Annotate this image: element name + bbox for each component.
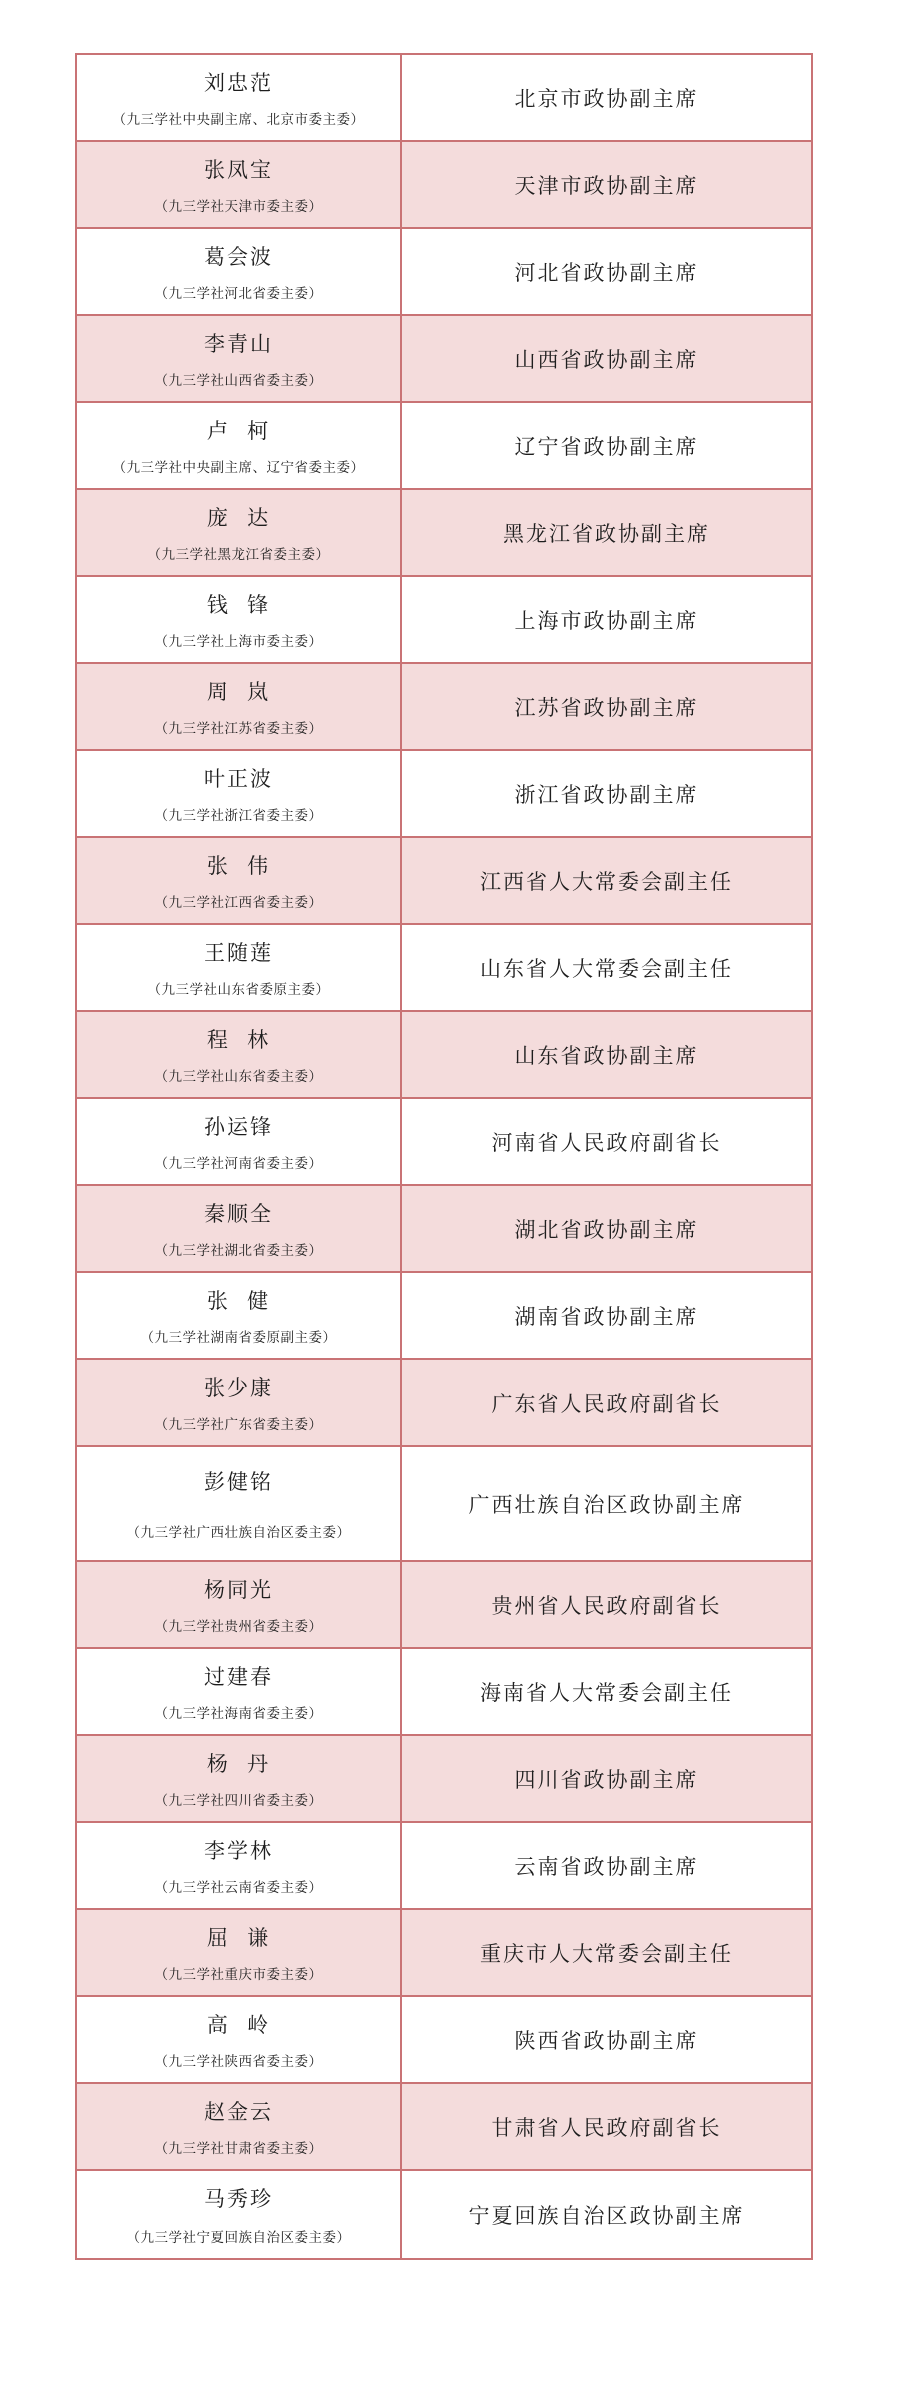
- person-cell: [77, 316, 402, 401]
- government-position: 四川省政协副主席: [514, 1767, 699, 1792]
- table-row: [77, 751, 811, 838]
- party-position: （九三学社中央副主席、北京市委主委）: [112, 112, 365, 129]
- person-cell: [77, 1562, 402, 1647]
- government-position: 广西壮族自治区政协副主席: [468, 1492, 745, 1517]
- government-position: 辽宁省政协副主席: [514, 434, 699, 459]
- person-name: 赵金云: [204, 2099, 273, 2124]
- party-position: （九三学社陕西省委主委）: [154, 2054, 323, 2071]
- party-position: （九三学社广西壮族自治区委主委）: [126, 1525, 351, 1542]
- person-cell: [77, 403, 402, 488]
- table-row: [77, 316, 811, 403]
- person-cell: [77, 1012, 402, 1097]
- party-position: （九三学社江苏省委主委）: [154, 721, 323, 738]
- government-position: 甘肃省人民政府副省长: [491, 2115, 722, 2140]
- government-position: 江苏省政协副主席: [514, 695, 699, 720]
- person-name: 杨同光: [204, 1577, 273, 1602]
- person-cell: [77, 1099, 402, 1184]
- person-name: 屈 谦: [206, 1925, 271, 1950]
- person-name: 卢 柯: [206, 418, 271, 443]
- person-cell: [77, 229, 402, 314]
- government-position: 河南省人民政府副省长: [491, 1130, 722, 1155]
- person-cell: [77, 1649, 402, 1734]
- government-position: 河北省政协副主席: [514, 260, 699, 285]
- party-position: （九三学社河北省委主委）: [154, 286, 323, 303]
- party-position: （九三学社江西省委主委）: [154, 895, 323, 912]
- government-position: 北京市政协副主席: [514, 86, 699, 111]
- table-row: [77, 1360, 811, 1447]
- government-position: 黑龙江省政协副主席: [503, 521, 710, 546]
- person-name: 张 伟: [206, 853, 271, 878]
- table-row: [77, 1447, 811, 1562]
- person-name: 高 岭: [206, 2012, 271, 2037]
- government-position: 山东省政协副主席: [514, 1043, 699, 1068]
- party-position: （九三学社天津市委主委）: [154, 199, 323, 216]
- person-cell: [77, 925, 402, 1010]
- table-row: [77, 403, 811, 490]
- party-position: （九三学社浙江省委主委）: [154, 808, 323, 825]
- person-name: 李学林: [204, 1838, 273, 1863]
- person-name: 庞 达: [206, 505, 271, 530]
- table-row: [77, 229, 811, 316]
- table-row: [77, 142, 811, 229]
- table-row: [77, 1012, 811, 1099]
- person-cell: [77, 1823, 402, 1908]
- person-name: 李青山: [204, 331, 273, 356]
- table-row: [77, 1649, 811, 1736]
- government-position: 海南省人大常委会副主任: [480, 1680, 733, 1705]
- table-row: [77, 1186, 811, 1273]
- table-row: [77, 1099, 811, 1186]
- party-position: （九三学社甘肃省委主委）: [154, 2141, 323, 2158]
- person-cell: [77, 1360, 402, 1445]
- table-row: [77, 577, 811, 664]
- party-position: （九三学社山西省委主委）: [154, 373, 323, 390]
- person-name: 王随莲: [204, 940, 273, 965]
- person-cell: [77, 1273, 402, 1358]
- party-position: （九三学社河南省委主委）: [154, 1156, 323, 1173]
- person-cell: [77, 490, 402, 575]
- government-position: 宁夏回族自治区政协副主席: [468, 2203, 745, 2228]
- person-name: 孙运锋: [204, 1114, 273, 1139]
- government-position: 浙江省政协副主席: [514, 782, 699, 807]
- person-name: 张凤宝: [204, 157, 273, 182]
- person-cell: [77, 577, 402, 662]
- government-position: 重庆市人大常委会副主任: [480, 1941, 733, 1966]
- table-row: [77, 55, 811, 142]
- person-cell: [77, 142, 402, 227]
- person-name: 张少康: [204, 1375, 273, 1400]
- party-position: （九三学社广东省委主委）: [154, 1417, 323, 1434]
- person-cell: [77, 838, 402, 923]
- party-position: （九三学社上海市委主委）: [154, 634, 323, 651]
- party-position: （九三学社中央副主席、辽宁省委主委）: [112, 460, 365, 477]
- person-name: 杨 丹: [206, 1751, 271, 1776]
- government-position: 天津市政协副主席: [514, 173, 699, 198]
- party-position: （九三学社海南省委主委）: [154, 1706, 323, 1723]
- table-row: [77, 2084, 811, 2171]
- government-position: 陕西省政协副主席: [514, 2028, 699, 2053]
- person-cell: [77, 1736, 402, 1821]
- table-row: [77, 1997, 811, 2084]
- government-position: 江西省人大常委会副主任: [480, 869, 733, 894]
- party-position: （九三学社重庆市委主委）: [154, 1967, 323, 1984]
- government-position: 湖北省政协副主席: [514, 1217, 699, 1242]
- person-name: 钱 锋: [206, 592, 271, 617]
- table-row: [77, 1736, 811, 1823]
- party-position: （九三学社黑龙江省委主委）: [147, 547, 330, 564]
- table-row: [77, 2171, 811, 2258]
- party-position: （九三学社宁夏回族自治区委主委）: [126, 2229, 351, 2246]
- person-name: 张 健: [206, 1288, 271, 1313]
- person-cell: [77, 2084, 402, 2169]
- person-name: 刘忠范: [204, 70, 273, 95]
- party-position: （九三学社贵州省委主委）: [154, 1619, 323, 1636]
- person-name: 叶正波: [204, 766, 273, 791]
- person-cell: [77, 1186, 402, 1271]
- person-name: 程 林: [206, 1027, 271, 1052]
- person-name: 周 岚: [206, 679, 271, 704]
- table-row: [77, 838, 811, 925]
- person-name: 过建春: [204, 1664, 273, 1689]
- table-row: [77, 1273, 811, 1360]
- person-cell: [77, 55, 402, 140]
- table-row: [77, 1910, 811, 1997]
- person-name: 葛会波: [204, 244, 273, 269]
- person-cell: [77, 751, 402, 836]
- person-name: 马秀珍: [204, 2187, 273, 2212]
- government-position: 云南省政协副主席: [514, 1854, 699, 1879]
- person-cell: [77, 2171, 402, 2258]
- person-name: 彭健铭: [204, 1469, 273, 1494]
- party-position: （九三学社四川省委主委）: [154, 1793, 323, 1810]
- party-position: （九三学社湖北省委主委）: [154, 1243, 323, 1260]
- government-position: 贵州省人民政府副省长: [491, 1593, 722, 1618]
- table-row: [77, 1562, 811, 1649]
- person-cell: [77, 1447, 402, 1560]
- person-name: 秦顺全: [204, 1201, 273, 1226]
- person-cell: [77, 1910, 402, 1995]
- party-position: （九三学社湖南省委原副主委）: [140, 1330, 337, 1347]
- government-position: 湖南省政协副主席: [514, 1304, 699, 1329]
- party-position: （九三学社云南省委主委）: [154, 1880, 323, 1897]
- government-position: 上海市政协副主席: [514, 608, 699, 633]
- table-row: [77, 490, 811, 577]
- government-position: 山东省人大常委会副主任: [480, 956, 733, 981]
- person-cell: [77, 1997, 402, 2082]
- government-position: 山西省政协副主席: [514, 347, 699, 372]
- party-position: （九三学社山东省委主委）: [154, 1069, 323, 1086]
- party-position: （九三学社山东省委原主委）: [147, 982, 330, 999]
- person-cell: [77, 664, 402, 749]
- government-position: 广东省人民政府副省长: [491, 1391, 722, 1416]
- table-row: [77, 925, 811, 1012]
- table-row: [77, 664, 811, 751]
- table-row: [77, 1823, 811, 1910]
- members-table: [75, 53, 813, 2260]
